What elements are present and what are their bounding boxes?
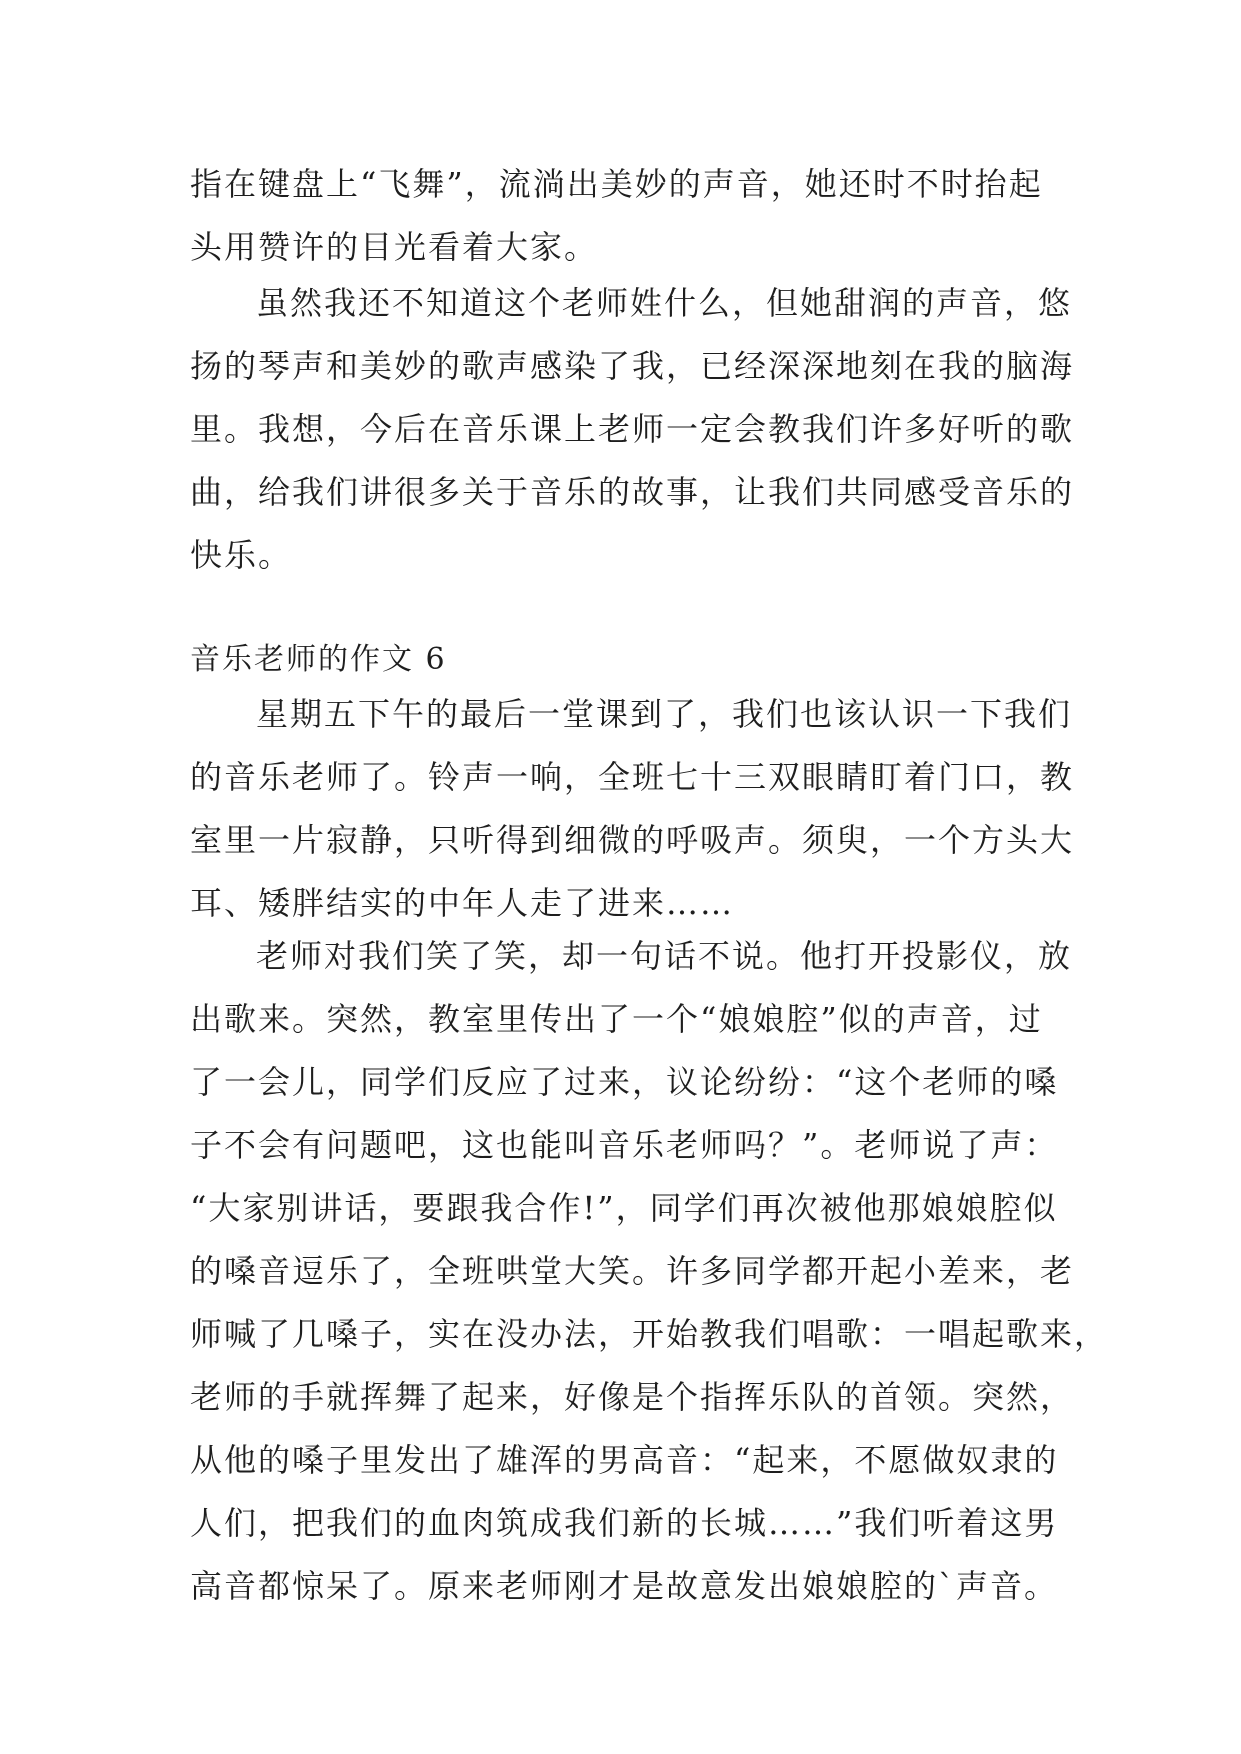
paragraph-line: 头用赞许的目光看着大家。 [190, 228, 599, 266]
continued-paragraph [190, 153, 1060, 279]
section-title: 音乐老师的作文 6 [190, 642, 447, 677]
paragraph-line: 人们，把我们的血肉筑成我们新的长城……”我们听着这男 [190, 1504, 1059, 1542]
paragraph-line: 指在键盘上“飞舞”，流淌出美妙的声音，她还时不时抬起 [190, 165, 1043, 203]
paragraph-line: 高音都惊呆了。原来老师刚才是故意发出娘娘腔的`声音。 [190, 1567, 1059, 1605]
paragraph-line: 子不会有问题吧，这也能叫音乐老师吗？”。老师说了声： [190, 1126, 1059, 1164]
paragraph-line: 虽然我还不知道这个老师姓什么，但她甜润的声音，悠 [256, 284, 1073, 322]
paragraph-line: 的嗓音逗乐了，全班哄堂大笑。许多同学都开起小差来，老 [190, 1252, 1075, 1290]
paragraph-line: 室里一片寂静，只听得到细微的呼吸声。须臾，一个方头大 [190, 821, 1075, 859]
paragraph-1 [190, 683, 1075, 935]
paragraph-line: 星期五下午的最后一堂课到了，我们也该认识一下我们 [256, 695, 1073, 733]
paragraph-line: 曲，给我们讲很多关于音乐的故事，让我们共同感受音乐的 [190, 473, 1075, 511]
paragraph-line: 了一会儿，同学们反应了过来，议论纷纷：“这个老师的嗓 [190, 1063, 1059, 1101]
paragraph-line: 快乐。 [190, 536, 293, 574]
paragraph-line: 老师对我们笑了笑，却一句话不说。他打开投影仪，放 [256, 937, 1073, 975]
paragraph-line: 师喊了几嗓子，实在没办法，开始教我们唱歌：一唱起歌来， [190, 1315, 1109, 1353]
paragraph-line: 扬的琴声和美妙的歌声感染了我，已经深深地刻在我的脑海 [190, 347, 1075, 385]
paragraph-line: “大家别讲话，要跟我合作!”，同学们再次被他那娘娘腔似 [190, 1189, 1058, 1227]
paragraph-line: 出歌来。突然，教室里传出了一个“娘娘腔”似的声音，过 [190, 1000, 1043, 1038]
closing-paragraph [190, 272, 1075, 587]
paragraph-line: 耳、矮胖结实的中年人走了进来…… [190, 884, 735, 922]
paragraph-2 [190, 925, 1109, 1618]
paragraph-line: 从他的嗓子里发出了雄浑的男高音：“起来，不愿做奴隶的 [190, 1441, 1059, 1479]
paragraph-line: 老师的手就挥舞了起来，好像是个指挥乐队的首领。突然， [190, 1378, 1075, 1416]
paragraph-line: 里。我想，今后在音乐课上老师一定会教我们许多好听的歌 [190, 410, 1075, 448]
paragraph-line: 的音乐老师了。铃声一响，全班七十三双眼睛盯着门口，教 [190, 758, 1075, 796]
